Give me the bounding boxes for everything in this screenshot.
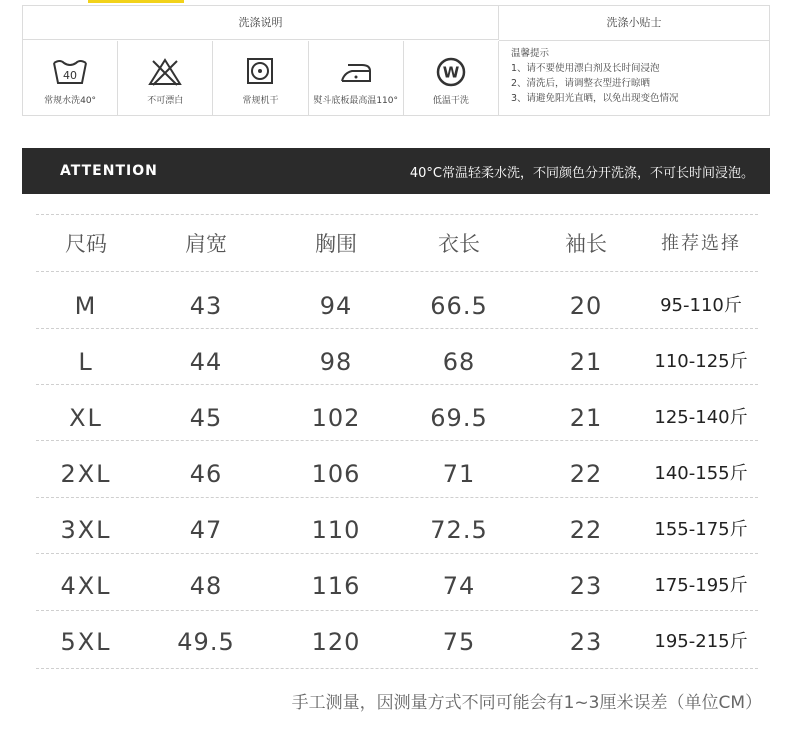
- cell-recommend: 110-125斤: [654, 351, 748, 372]
- cell-chest: 98: [319, 348, 353, 376]
- cell-chest: 120: [311, 628, 361, 656]
- care-iron: [309, 41, 404, 115]
- cell-shoulder: 45: [189, 404, 223, 432]
- cell-size: 5XL: [60, 628, 112, 656]
- care-wash-40: [23, 41, 118, 115]
- cell-size: L: [78, 348, 94, 376]
- cell-shoulder: 49.5: [177, 628, 235, 656]
- cell-size: XL: [69, 404, 103, 432]
- cell-length: 68: [442, 348, 476, 376]
- care-right-header: 洗涤小贴士: [499, 6, 769, 41]
- cell-recommend: 140-155斤: [654, 463, 748, 484]
- care-dry-clean: [404, 41, 499, 115]
- attention-title: ATTENTION: [60, 163, 158, 179]
- cell-shoulder: 46: [189, 460, 223, 488]
- care-tips: [511, 46, 766, 106]
- cell-chest: 94: [319, 292, 353, 320]
- cell-length: 74: [442, 572, 476, 600]
- no-bleach-icon: [147, 57, 183, 87]
- care-label: 低温干洗: [432, 96, 469, 106]
- care-no-bleach: [118, 41, 213, 115]
- care-label: 熨斗底板最高温110°: [313, 96, 398, 106]
- measurement-footnote: 手工测量，因测量方式不同可能会有1~3厘米误差（单位CM）: [291, 693, 762, 713]
- care-tumble-dry: [213, 41, 308, 115]
- cell-shoulder: 47: [189, 516, 223, 544]
- cell-recommend: 175-195斤: [654, 575, 748, 596]
- tip-line: 3、请避免阳光直晒，以免出现变色情况: [511, 93, 679, 104]
- cell-shoulder: 43: [189, 292, 223, 320]
- cell-chest: 102: [311, 404, 361, 432]
- attention-banner: [22, 148, 770, 194]
- tip-line: 2、清洗后，请调整衣型进行晾晒: [511, 78, 651, 89]
- cell-sleeve: 22: [569, 516, 603, 544]
- cell-sleeve: 23: [569, 628, 603, 656]
- cell-shoulder: 48: [189, 572, 223, 600]
- cell-sleeve: 21: [569, 404, 603, 432]
- care-label: 常规水洗40°: [44, 96, 97, 106]
- top-accent-bar: [88, 0, 184, 3]
- cell-length: 66.5: [430, 292, 488, 320]
- header-recommend: 推荐选择: [661, 233, 741, 254]
- table-divider: [36, 214, 758, 215]
- table-header-row: [36, 216, 758, 272]
- care-label: 不可漂白: [147, 96, 184, 106]
- cell-size: 2XL: [60, 460, 112, 488]
- cell-chest: 106: [311, 460, 361, 488]
- wet-clean-icon: [433, 57, 469, 87]
- cell-size: M: [74, 292, 98, 320]
- care-instructions-panel: [22, 5, 770, 116]
- header-sleeve: 袖长: [565, 232, 607, 256]
- header-chest: 胸围: [315, 232, 357, 256]
- cell-size: 3XL: [60, 516, 112, 544]
- cell-chest: 110: [311, 516, 361, 544]
- tumble-dry-icon: [242, 57, 278, 87]
- wet-clean-badge: W: [442, 63, 460, 82]
- cell-recommend: 95-110斤: [660, 295, 742, 316]
- cell-size: 4XL: [60, 572, 112, 600]
- header-shoulder: 肩宽: [185, 232, 227, 256]
- table-row: [36, 614, 758, 670]
- cell-length: 75: [442, 628, 476, 656]
- cell-sleeve: 20: [569, 292, 603, 320]
- cell-sleeve: 21: [569, 348, 603, 376]
- care-label: 常规机干: [242, 96, 279, 106]
- cell-chest: 116: [311, 572, 361, 600]
- table-row: [36, 334, 758, 390]
- cell-sleeve: 22: [569, 460, 603, 488]
- table-row: [36, 446, 758, 502]
- wash-40-badge: 40: [63, 69, 78, 82]
- cell-shoulder: 44: [189, 348, 223, 376]
- cell-recommend: 125-140斤: [654, 407, 748, 428]
- cell-length: 71: [442, 460, 476, 488]
- cell-recommend: 195-215斤: [654, 631, 748, 652]
- table-row: [36, 278, 758, 334]
- cell-sleeve: 23: [569, 572, 603, 600]
- table-row: [36, 502, 758, 558]
- header-size: 尺码: [65, 232, 107, 256]
- tip-line: 1、请不要使用漂白剂及长时间浸泡: [511, 63, 660, 74]
- cell-recommend: 155-175斤: [654, 519, 748, 540]
- iron-icon: [338, 57, 374, 87]
- tips-title: 温馨提示: [511, 48, 550, 59]
- cell-length: 72.5: [430, 516, 488, 544]
- care-left-header: 洗涤说明: [23, 6, 499, 40]
- table-row: [36, 558, 758, 614]
- wash-40-icon: [52, 57, 88, 87]
- cell-length: 69.5: [430, 404, 488, 432]
- attention-text: 40°C常温轻柔水洗，不同颜色分开洗涤，不可长时间浸泡。: [409, 165, 754, 181]
- table-row: [36, 390, 758, 446]
- header-length: 衣长: [438, 232, 480, 256]
